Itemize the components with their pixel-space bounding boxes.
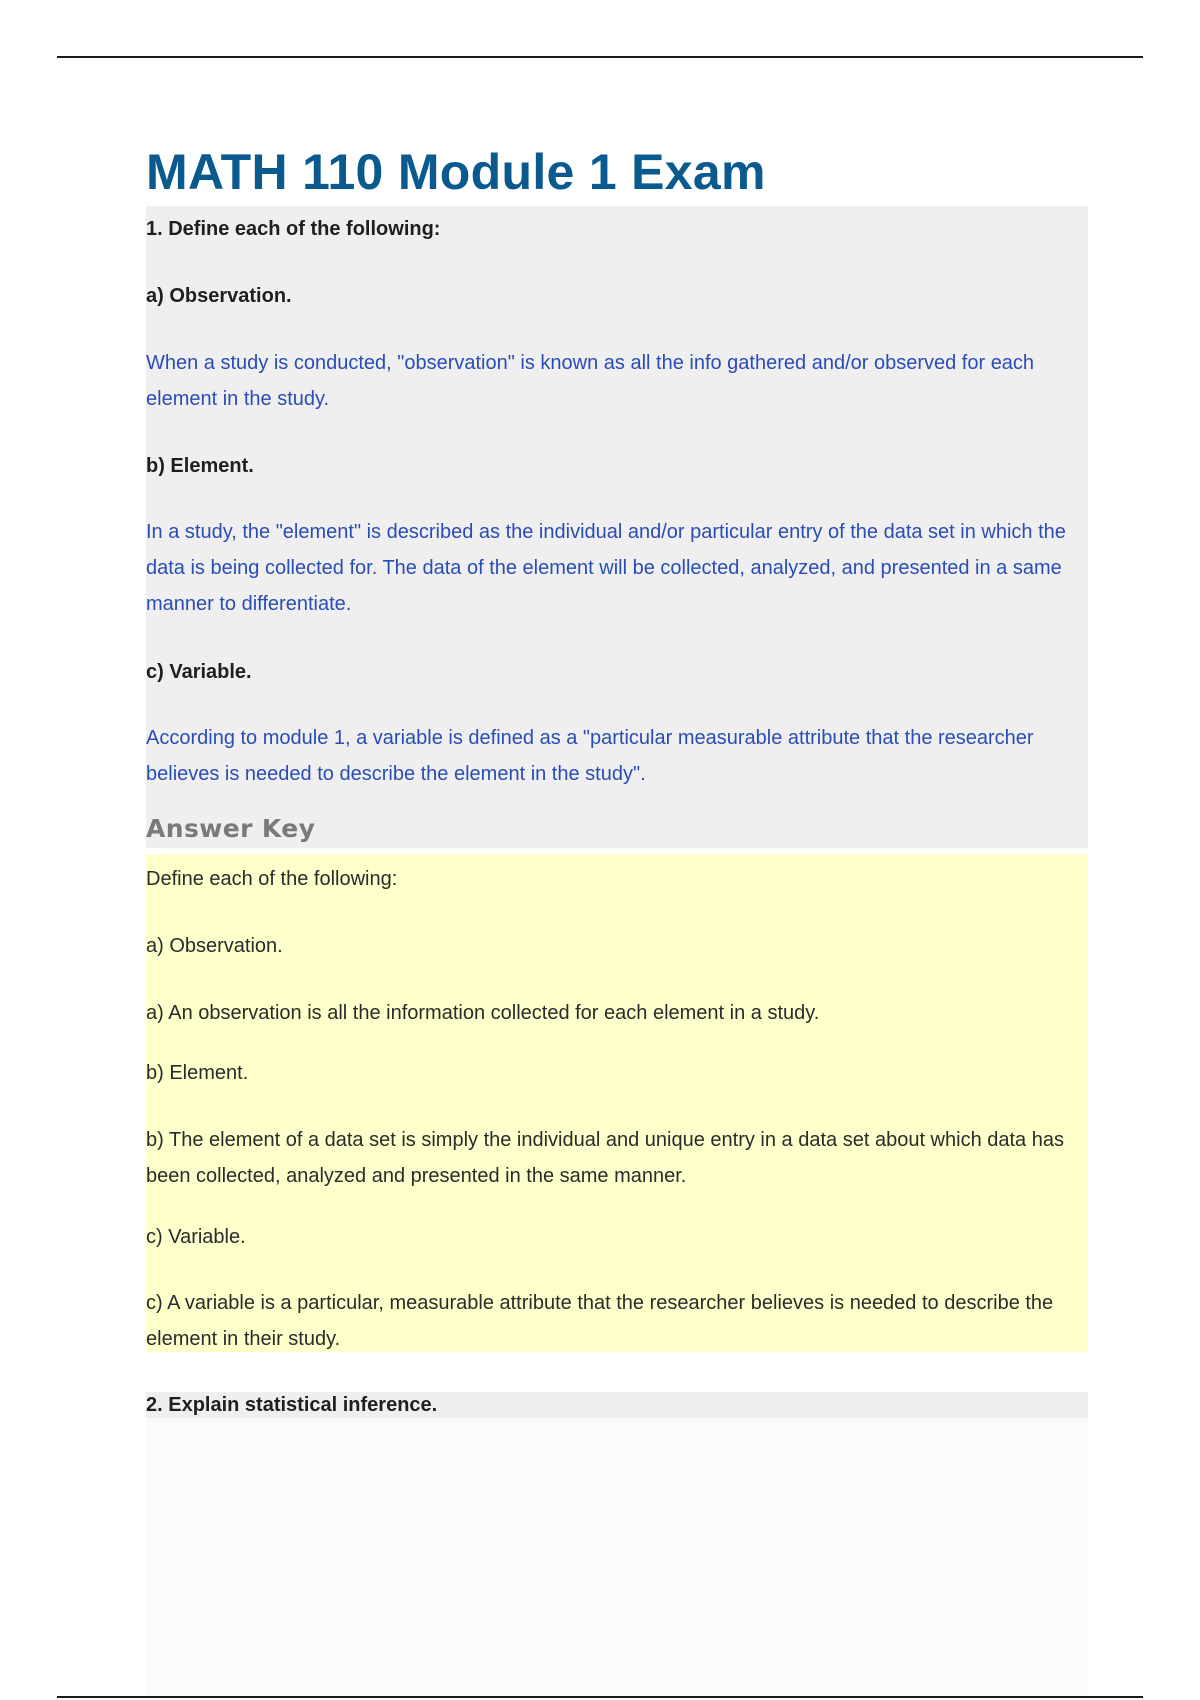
question-2-body bbox=[146, 1418, 1088, 1698]
question-1-c-answer: According to module 1, a variable is defined as a "particular measurable attribute that the researcher believes is needed to describe the element in the study". bbox=[146, 727, 1034, 785]
answer-key-a-answer: a) An observation is all the information collected for each element in a study. bbox=[146, 1002, 820, 1024]
answer-key-c-answer: c) A variable is a particular, measurable attribute that the researcher believes is needed to describe the element in their study. bbox=[146, 1292, 1054, 1350]
answer-key-b-answer: b) The element of a data set is simply the individual and unique entry in a data set about which data has been collected, analyzed and presented in the same manner. bbox=[146, 1129, 1064, 1187]
answer-key-heading: Answer Key bbox=[146, 814, 316, 843]
answer-key-a-label: a) Observation. bbox=[146, 935, 283, 957]
question-1-a-label: a) Observation. bbox=[146, 285, 292, 307]
document-title: MATH 110 Module 1 Exam bbox=[146, 144, 766, 200]
question-1-a-answer: When a study is conducted, "observation" is known as all the info gathered and/or observed for each element in the study. bbox=[146, 352, 1035, 410]
header-rule bbox=[57, 56, 1143, 58]
question-1-b-label: b) Element. bbox=[146, 455, 254, 477]
question-2-prompt: 2. Explain statistical inference. bbox=[146, 1394, 438, 1416]
question-1-prompt: 1. Define each of the following: bbox=[146, 218, 441, 240]
answer-key-prompt: Define each of the following: bbox=[146, 868, 398, 890]
answer-key-c-label: c) Variable. bbox=[146, 1226, 246, 1248]
question-1-b-answer: In a study, the "element" is described as the individual and/or particular entry of the data set in which the data is being collected for. The data of the element will be collected, analyzed, and presented in a same manner to differentiate. bbox=[146, 521, 1066, 615]
answer-key-b-label: b) Element. bbox=[146, 1062, 249, 1084]
question-1-c-label: c) Variable. bbox=[146, 661, 252, 683]
footer-rule bbox=[57, 1696, 1143, 1698]
